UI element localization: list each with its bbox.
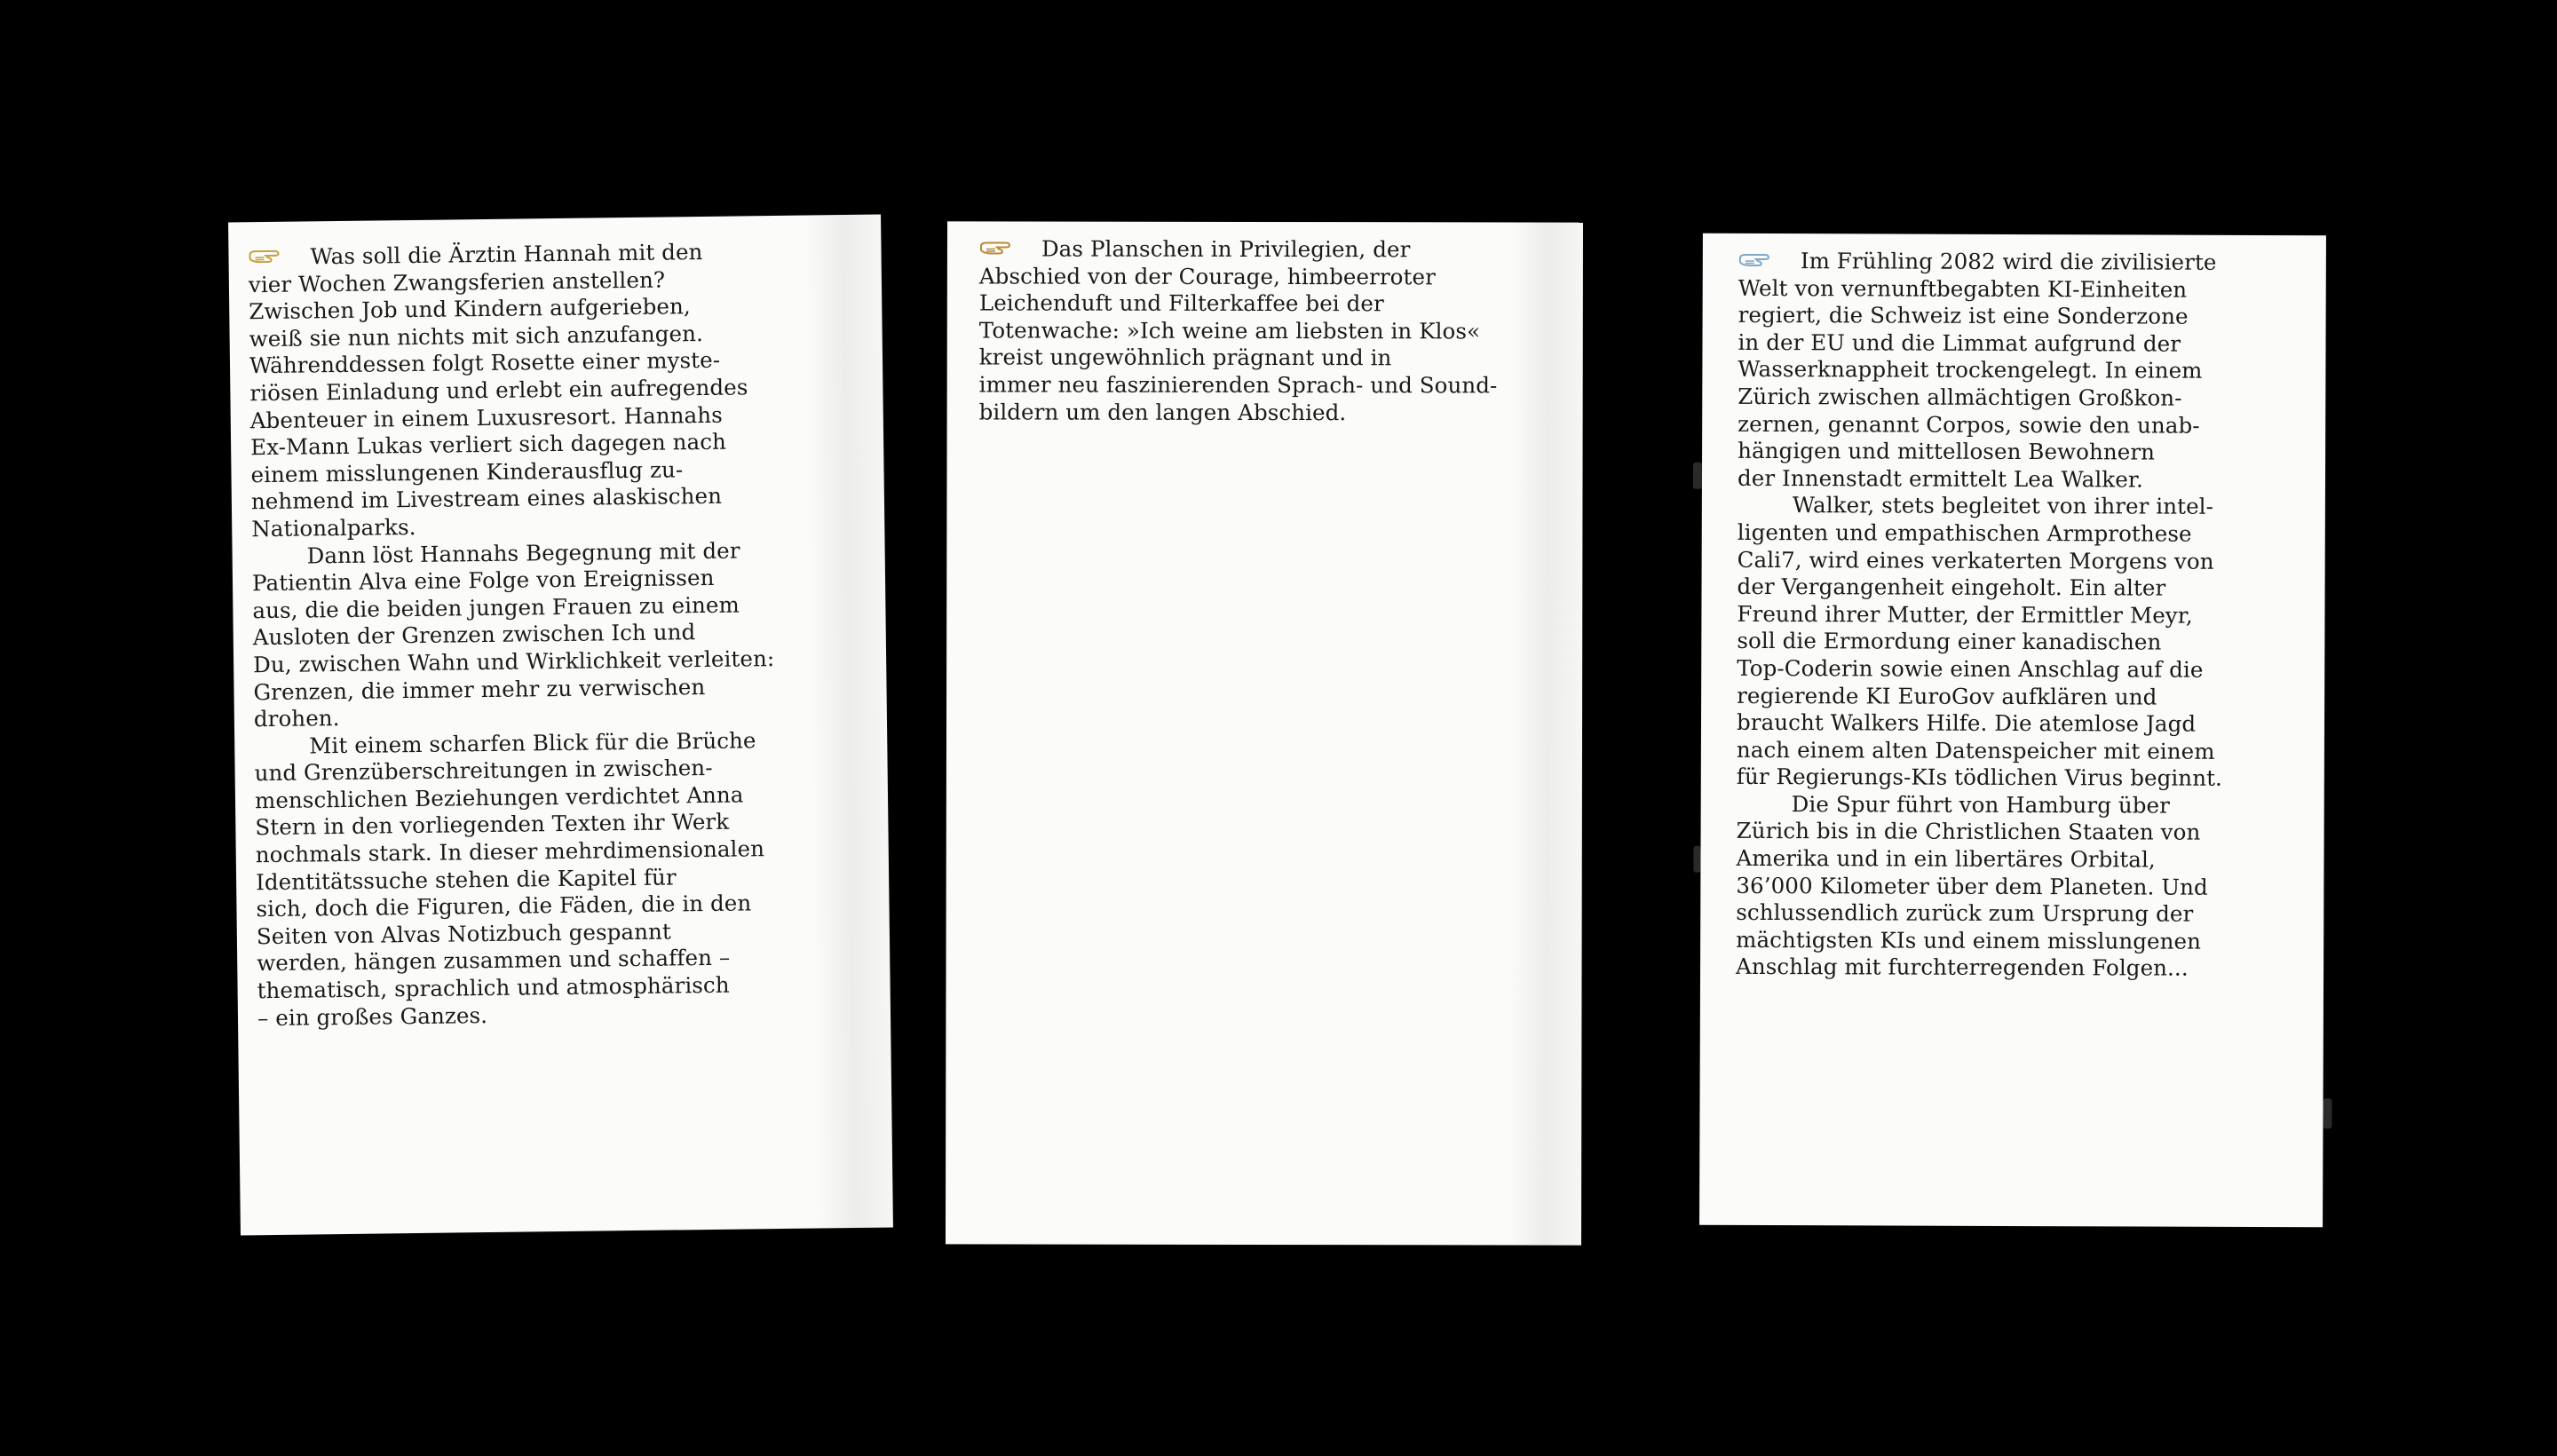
blurb-paragraph [1738,248,2307,495]
edge-shadow [1693,846,1700,873]
book-back-cover-3 [1699,233,2326,1227]
blurb-paragraph: Dann löst Hannahs Begegnung mit der Patientin Alva eine Folge von Ereignissen aus, die die beiden jungen Frauen zu einem Ausloten der Grenzen zwischen Ich und Du, zwischen Wahn und Wirklichkeit verleiten: Grenzen, die immer mehr zu verwischen drohen. [251,537,775,732]
paragraph-text: Das Planschen in Privilegien, der Abschied von der Courage, himbeerroter Leichenduft und Filterkaffee bei der Totenwache: »Ich weine am liebsten in Klos« kreist ungewöhnlich prägnant und in immer neu faszinierenden Sprach- und Sound- bildern um den langen Abschied. [978,235,1498,425]
pointing-hand-icon [979,238,1020,257]
blurb-paragraph [979,235,1512,426]
pointing-hand-icon [248,247,289,267]
book-back-cover-1 [228,215,893,1236]
blurb-paragraph [248,238,802,543]
spine-shade [1510,222,1583,1245]
edge-shadow [2323,1098,2331,1128]
pointing-hand-icon [1738,250,1779,270]
paragraph-text: Im Frühling 2082 wird die zivilisierte Welt von vernunftbegabten KI-Einheiten regiert, die Schweiz ist eine Sonderzone in der EU und die Limmat aufgrund der Wasserknappheit trockengelegt. In einem Zürich zwischen allmächtigen Großkon- zernen, genannt Corpos, sowie den unab- hängigen und mittellosen Bewohnern der Innenstadt ermittelt Lea Walker. [1737,248,2217,493]
paragraph-text: Was soll die Ärztin Hannah mit den vier Wochen Zwangsferien anstellen? Zwischen Job und Kindern aufgerieben, weiß sie nun nichts mit sich anzufangen. Währenddessen folgt Rosette einer myste- riösen Einladung und erlebt ein aufregendes Abenteuer in einem Luxusresort. Hannahs Ex-Mann Lukas verliert sich dagegen nach einem misslungenen Kinderausflug zu- nehmend im Livestream eines alaskischen Nationalparks. [248,239,748,542]
blurb-paragraph: Mit einem scharfen Blick für die Brüche und Grenzüberschreitungen in zwischen- menschlichen Beziehungen verdichtet Anna Stern in den vorliegenden Texten ihr Werk nochmals stark. In dieser mehrdimensionalen Identitätssuche stehen die Kapitel für sich, doch die Figuren, die Fäden, die in den Seiten von Alvas Notizbuch gespannt werden, hängen zusammen und schaffen – thematisch, sprachlich und atmosphärisch – ein großes Ganzes. [254,727,765,1031]
blurb-text-1 [248,238,808,1033]
spine-shade [805,215,893,1229]
blurb-text-2 [979,235,1512,426]
blurb-text-3 [1736,248,2307,983]
blurb-paragraph: Walker, stets begleitet von ihrer intel- ligenten und empathischen Armprothese Cali7, wird eines verkaterten Morgens von der Vergangenheit eingeholt. Ein alter Freund ihrer Mutter, der Ermittler Meyr, soll die Ermordung einer kanadischen Top-Coderin sowie einen Anschlag auf die regierende KI EuroGov aufklären und braucht Walkers Hilfe. Die atemlose Jagd nach einem alten Datenspeicher mit einem für Regierungs-KIs tödlichen Virus beginnt. [1736,492,2222,792]
edge-shadow [1693,463,1702,489]
book-back-cover-2 [946,221,1583,1245]
blurb-paragraph: Die Spur führt von Hamburg über Zürich bis in die Christlichen Staaten von Amerika und in ein libertäres Orbital, 36’000 Kilometer über dem Planeten. Und schlussendlich zurück zum Ursprung der mächtigsten KIs und einem misslungenen Anschlag mit furchterregenden Folgen... [1736,791,2208,982]
